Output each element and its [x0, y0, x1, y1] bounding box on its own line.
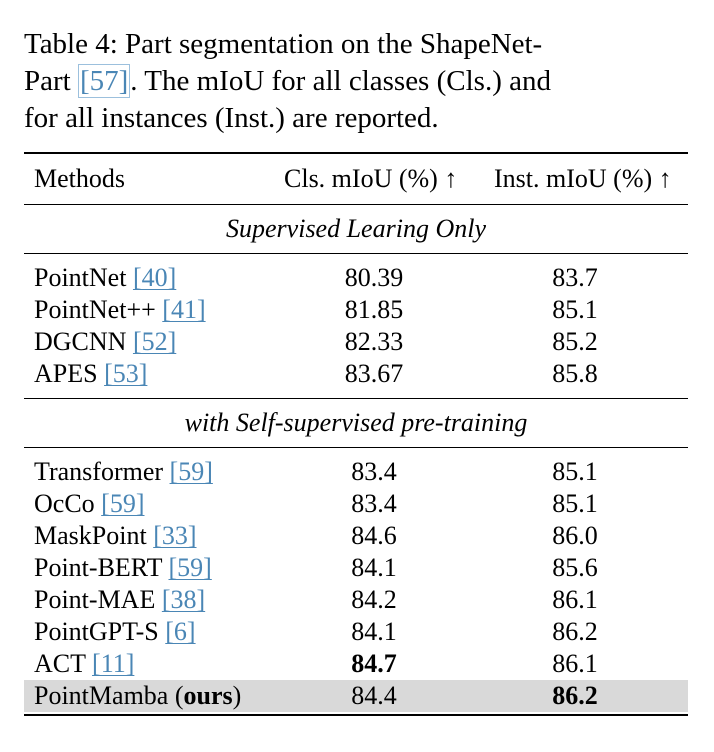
- inst-value: 85.8: [552, 359, 598, 388]
- method-name: OcCo: [34, 489, 95, 518]
- citation-link[interactable]: [38]: [161, 585, 206, 614]
- table-row: [24, 584, 688, 616]
- cls-value: 83.67: [344, 359, 404, 388]
- method-name: PointGPT-S: [34, 617, 159, 646]
- table-row: [24, 358, 688, 390]
- caption-line-3: for all instances (Inst.) are reported.: [24, 102, 439, 134]
- citation-link[interactable]: [11]: [92, 649, 135, 678]
- self-supervised-group: [24, 448, 688, 680]
- cls-value: 84.1: [351, 617, 397, 646]
- header-inst-miou: Inst. mIoU (%) ↑: [494, 164, 672, 193]
- method-name: Transformer: [34, 457, 164, 486]
- table-row: [24, 616, 688, 648]
- citation-link[interactable]: [57]: [79, 65, 129, 97]
- cls-value: 83.4: [351, 457, 397, 486]
- method-name: DGCNN: [34, 327, 127, 356]
- caption-line-2-rest: . The mIoU for all classes (Cls.) and: [130, 65, 551, 97]
- method-cell: [24, 553, 286, 583]
- inst-value: 85.1: [552, 457, 598, 486]
- table-row: [24, 294, 688, 326]
- citation-link[interactable]: [53]: [104, 359, 148, 388]
- table-row: [24, 262, 688, 294]
- inst-value: 85.1: [552, 295, 598, 324]
- inst-value: 86.1: [552, 585, 598, 614]
- citation-link[interactable]: [41]: [162, 295, 206, 324]
- method-name: Point-BERT: [34, 553, 162, 582]
- citation-link[interactable]: [52]: [132, 327, 177, 356]
- method-cell: [24, 521, 286, 551]
- method-cell: [24, 585, 286, 615]
- table-row: [24, 648, 688, 680]
- inst-value: 83.7: [552, 263, 598, 292]
- method-cell: PointMamba (ours): [34, 681, 242, 710]
- table-row: [24, 488, 688, 520]
- table-caption: [24, 26, 692, 137]
- cls-value: 84.1: [351, 553, 397, 582]
- inst-value: 85.1: [552, 489, 598, 518]
- citation-link[interactable]: [40]: [132, 263, 177, 292]
- bottom-rule: [24, 714, 688, 716]
- cls-value: 80.39: [344, 263, 404, 292]
- cls-value: 82.33: [344, 327, 404, 356]
- table-row-ours: [24, 680, 688, 712]
- citation-link[interactable]: [59]: [101, 489, 145, 518]
- table-row: [24, 552, 688, 584]
- inst-value: 85.6: [552, 553, 598, 582]
- inst-value: 86.2: [552, 617, 598, 646]
- header-cls-miou: Cls. mIoU (%) ↑: [284, 164, 458, 193]
- inst-value: 86.0: [552, 521, 598, 550]
- cls-value: 84.2: [351, 585, 397, 614]
- table-row: [24, 456, 688, 488]
- method-name: PointNet++: [34, 295, 156, 324]
- inst-value: 85.2: [552, 327, 598, 356]
- method-cell: [24, 617, 286, 647]
- method-cell: [24, 489, 286, 519]
- inst-value: 86.1: [552, 649, 598, 678]
- results-table: [24, 152, 688, 716]
- method-name: PointNet: [34, 263, 127, 292]
- citation-link[interactable]: [59]: [168, 553, 212, 582]
- caption-line-2-text: Part: [24, 65, 78, 97]
- method-cell: [24, 359, 286, 389]
- citation-link[interactable]: [59]: [169, 457, 213, 486]
- section-title-self-supervised: with Self-supervised pre-training: [184, 408, 528, 437]
- cls-value: 83.4: [351, 489, 397, 518]
- citation-link[interactable]: [6]: [165, 617, 196, 646]
- supervised-group: [24, 254, 688, 398]
- method-name: APES: [34, 359, 98, 388]
- citation-link[interactable]: [33]: [153, 521, 197, 550]
- method-cell: [24, 457, 286, 487]
- method-name: ACT: [34, 649, 86, 678]
- method-name: MaskPoint: [34, 521, 147, 550]
- cls-value: 84.4: [351, 681, 397, 710]
- header-row: [24, 154, 688, 204]
- method-cell: [24, 295, 286, 325]
- method-cell: [24, 327, 286, 357]
- table-row: [24, 520, 688, 552]
- ours-label: ours: [183, 681, 233, 710]
- inst-value: 86.2: [552, 681, 598, 710]
- caption-line-1: Table 4: Part segmentation on the ShapeNet-: [24, 28, 543, 60]
- table-row: [24, 326, 688, 358]
- method-name: PointMamba: [34, 681, 169, 710]
- caption-line-2: [24, 63, 692, 100]
- method-name: Point-MAE: [34, 585, 156, 614]
- method-cell: [24, 649, 286, 679]
- cls-value: 81.85: [344, 295, 404, 324]
- section-title-supervised: Supervised Learing Only: [226, 214, 486, 243]
- header-methods: Methods: [34, 164, 125, 193]
- cls-value: 84.6: [351, 521, 397, 550]
- method-cell: [24, 263, 286, 293]
- cls-value: 84.7: [351, 649, 397, 678]
